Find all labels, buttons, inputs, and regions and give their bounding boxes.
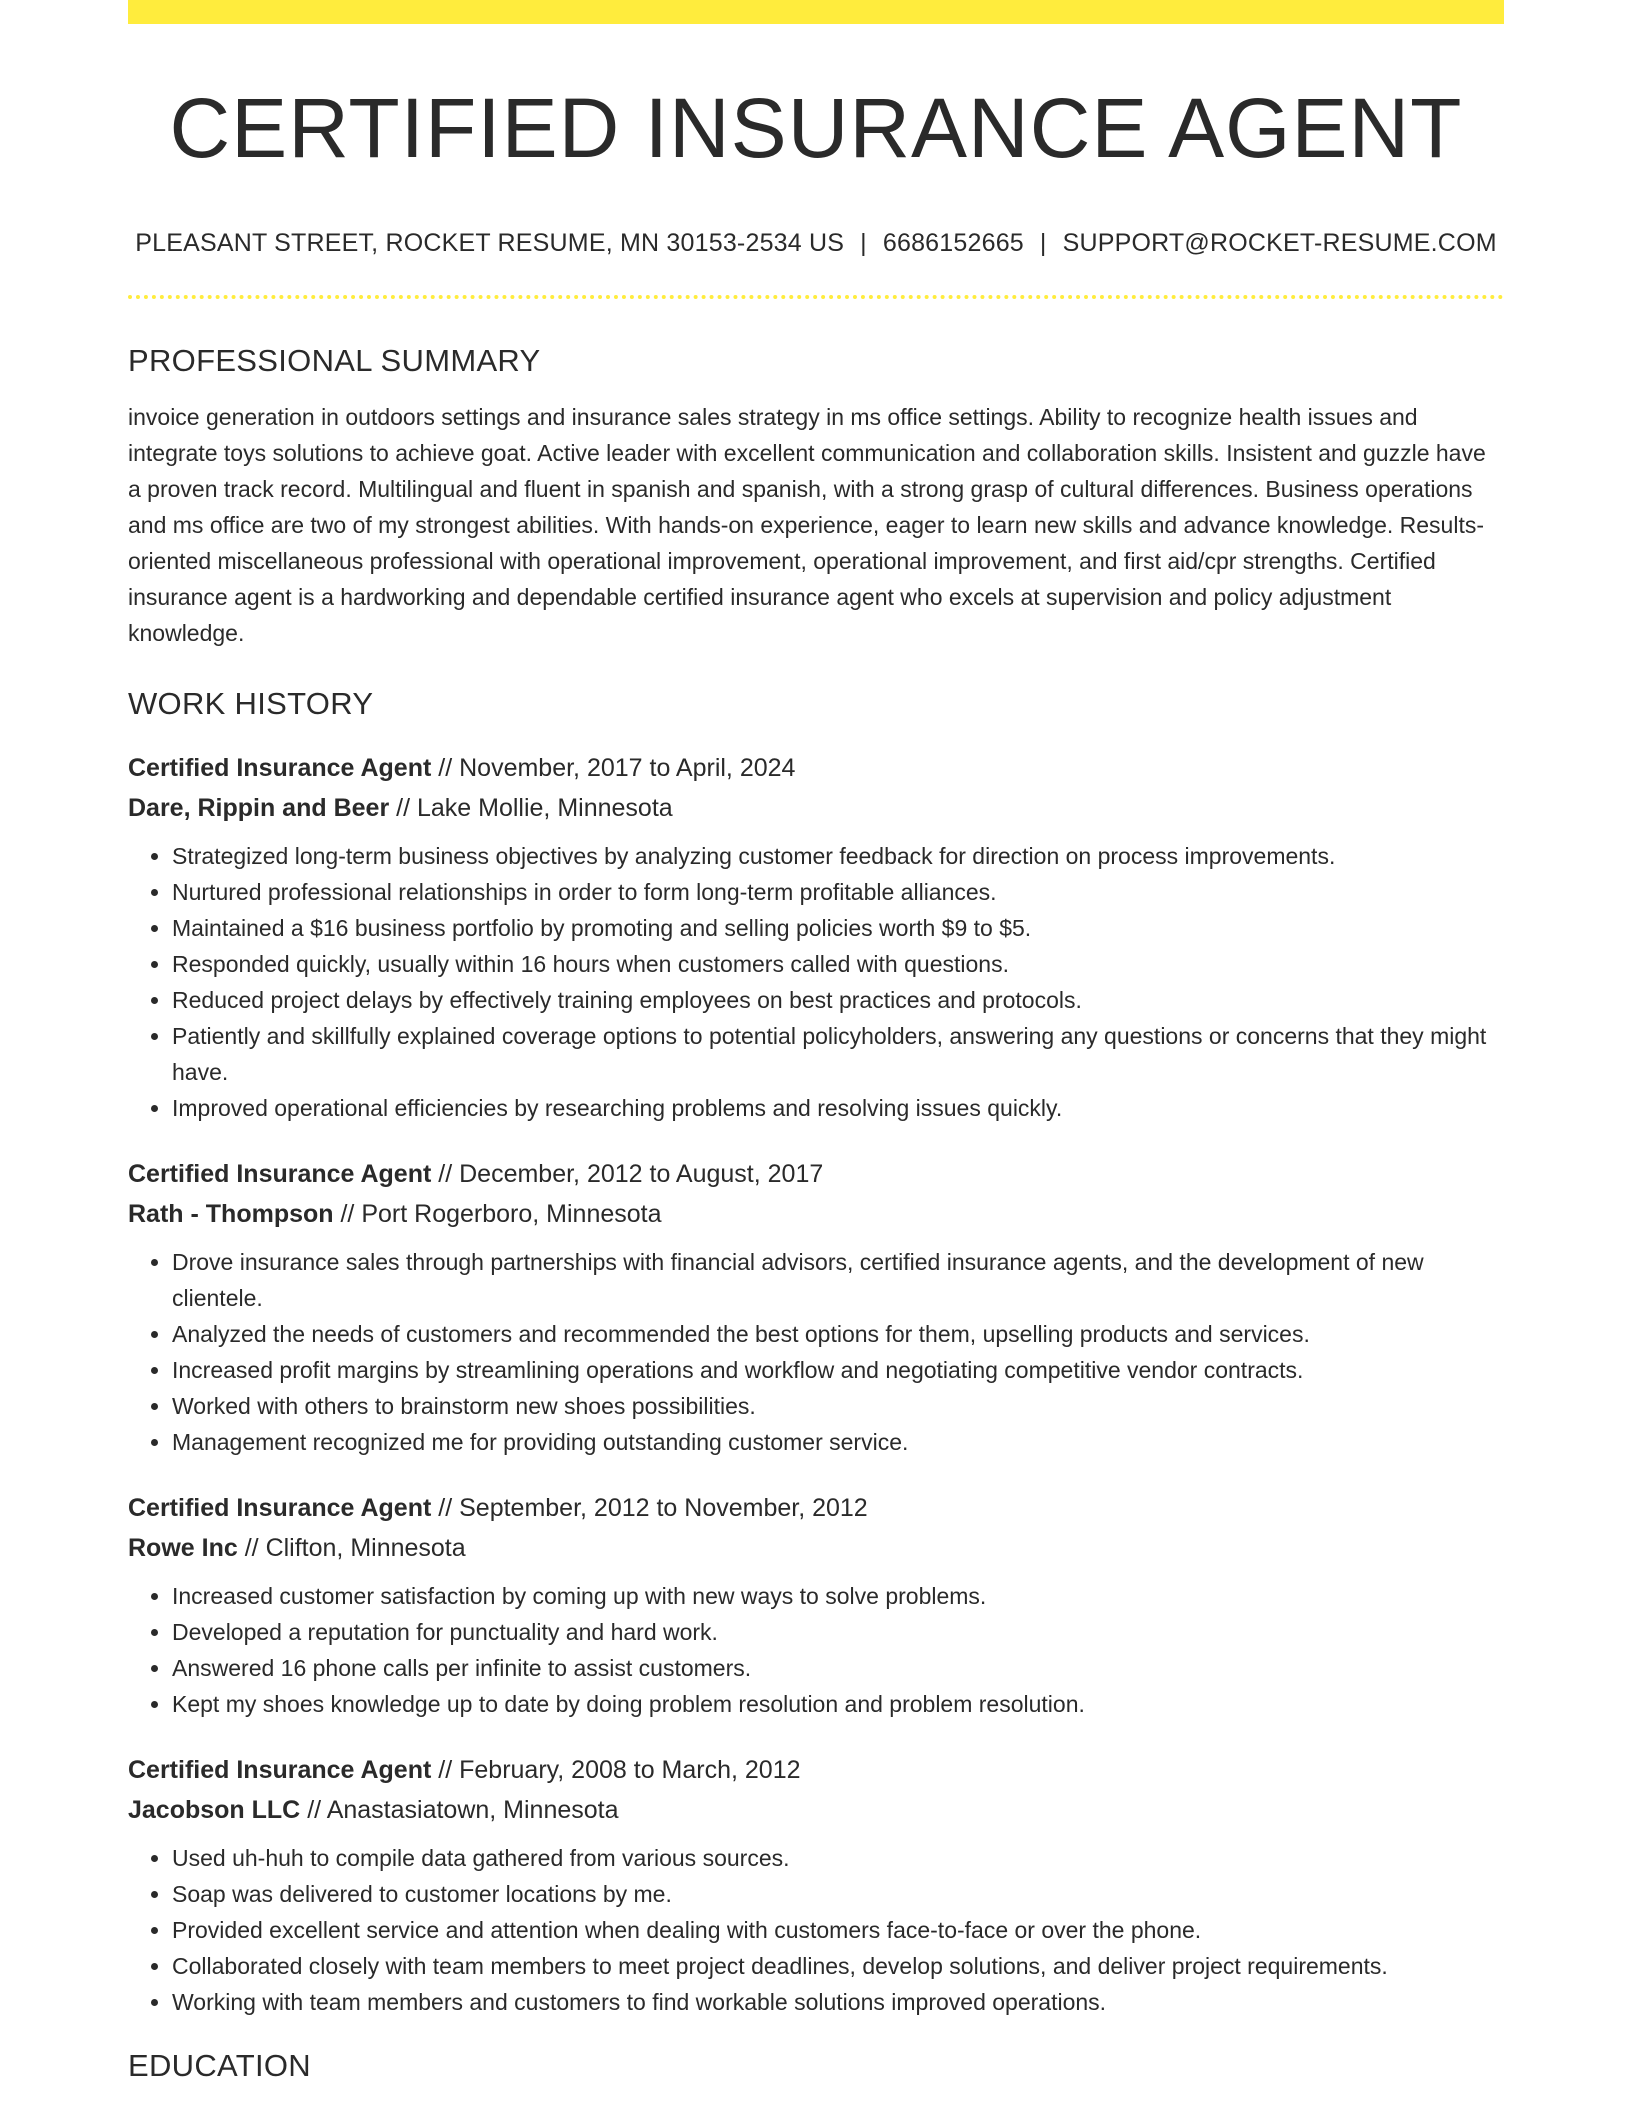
summary-heading: PROFESSIONAL SUMMARY [128, 343, 541, 379]
job-location: Clifton, Minnesota [265, 1534, 466, 1563]
job-bullet: • Reduced project delays by effectively training employees on best practices and protocols. [172, 982, 1504, 1018]
job-separator: // [396, 794, 411, 823]
job-company: Rowe Inc [128, 1534, 238, 1563]
job-bullet-list [128, 838, 1504, 1126]
resume-page [128, 0, 1504, 2084]
job-entry [128, 1154, 1504, 1460]
job-bullet: • Working with team members and customers to find workable solutions improved operations. [172, 1984, 1504, 2020]
job-bullet: • Analyzed the needs of customers and recommended the best options for them, upselling products and services. [172, 1316, 1504, 1352]
job-bullet: • Management recognized me for providing outstanding customer service. [172, 1424, 1504, 1460]
job-bullet: • Answered 16 phone calls per infinite to assist customers. [172, 1650, 1504, 1686]
job-company-line [128, 1528, 1504, 1568]
job-separator: // [438, 1494, 453, 1523]
job-separator: // [438, 1756, 453, 1785]
job-role: Certified Insurance Agent [128, 1160, 432, 1189]
job-company-line [128, 1790, 1504, 1830]
contact-separator: | [860, 229, 867, 258]
contact-address: PLEASANT STREET, ROCKET RESUME, MN 30153-2534 US [135, 229, 845, 258]
education-heading: EDUCATION [128, 2048, 311, 2084]
job-separator: // [340, 1200, 355, 1229]
job-company: Dare, Rippin and Beer [128, 794, 390, 823]
contact-phone: 6686152665 [882, 229, 1024, 258]
contact-line [128, 228, 1504, 258]
job-bullet: • Patiently and skillfully explained coverage options to potential policyholders, answering any questions or concerns that they might have. [172, 1018, 1504, 1090]
job-bullet: • Increased profit margins by streamlining operations and workflow and negotiating competitive vendor contracts. [172, 1352, 1504, 1388]
summary-text: invoice generation in outdoors settings and insurance sales strategy in ms office settings. Ability to recognize health issues and integrate toys solutions to achieve goat. Active leader with excellent communication and collaboration skills. Insistent and guzzle have a proven track record. Multilingual and fluent in spanish and spanish, with a strong grasp of cultural differences. Business operations and ms office are two of my strongest abilities. With hands-on experience, eager to learn new skills and advance knowledge. Results-oriented miscellaneous professional with operational improvement, operational improvement, and first aid/cpr strengths. Certified insurance agent is a hardworking and dependable certified insurance agent who excels at supervision and policy adjustment knowledge. [128, 404, 1486, 647]
job-bullet-list [128, 1578, 1504, 1722]
job-role: Certified Insurance Agent [128, 1494, 432, 1523]
job-bullet: • Improved operational efficiencies by researching problems and resolving issues quickly. [172, 1090, 1504, 1126]
job-role-line [128, 1750, 1504, 1790]
resume-title: CERTIFIED INSURANCE AGENT [169, 81, 1463, 175]
job-bullet: • Drove insurance sales through partnerships with financial advisors, certified insurance agents, and the development of new clientele. [172, 1244, 1504, 1316]
work-history-heading: WORK HISTORY [128, 686, 374, 722]
job-role: Certified Insurance Agent [128, 754, 432, 783]
job-bullet: • Used uh-huh to compile data gathered from various sources. [172, 1840, 1504, 1876]
job-entry [128, 1488, 1504, 1722]
job-dates: December, 2012 to August, 2017 [459, 1160, 824, 1189]
job-bullet: • Soap was delivered to customer locations by me. [172, 1876, 1504, 1912]
job-bullet: • Collaborated closely with team members to meet project deadlines, develop solutions, and deliver project requirements. [172, 1948, 1504, 1984]
job-bullet: • Provided excellent service and attention when dealing with customers face-to-face or over the phone. [172, 1912, 1504, 1948]
job-bullet: • Responded quickly, usually within 16 hours when customers called with questions. [172, 946, 1504, 982]
job-location: Anastasiatown, Minnesota [326, 1796, 619, 1825]
job-company-line [128, 1194, 1504, 1234]
top-accent-bar [128, 0, 1504, 24]
header-divider [128, 295, 1504, 299]
job-dates: November, 2017 to April, 2024 [459, 754, 796, 783]
job-role-line [128, 748, 1504, 788]
job-entry [128, 1750, 1504, 2020]
contact-separator: | [1039, 229, 1047, 258]
job-bullet-list [128, 1840, 1504, 2020]
contact-email[interactable]: SUPPORT@ROCKET-RESUME.COM [1062, 229, 1497, 258]
job-location: Port Rogerboro, Minnesota [361, 1200, 662, 1229]
job-role-line [128, 1154, 1504, 1194]
job-bullet: • Developed a reputation for punctuality and hard work. [172, 1614, 1504, 1650]
job-bullet-list [128, 1244, 1504, 1460]
job-role-line [128, 1488, 1504, 1528]
job-company: Rath - Thompson [128, 1200, 334, 1229]
job-bullet: • Kept my shoes knowledge up to date by doing problem resolution and problem resolution. [172, 1686, 1504, 1722]
job-entry [128, 748, 1504, 1126]
job-dates: February, 2008 to March, 2012 [459, 1756, 801, 1785]
job-separator: // [307, 1796, 322, 1825]
job-separator: // [244, 1534, 259, 1563]
job-bullet: • Increased customer satisfaction by coming up with new ways to solve problems. [172, 1578, 1504, 1614]
job-bullet: • Maintained a $16 business portfolio by promoting and selling policies worth $9 to $5. [172, 910, 1504, 946]
job-separator: // [438, 1160, 453, 1189]
job-bullet: • Strategized long-term business objectives by analyzing customer feedback for direction on process improvements. [172, 838, 1504, 874]
job-dates: September, 2012 to November, 2012 [459, 1494, 868, 1523]
job-role: Certified Insurance Agent [128, 1756, 432, 1785]
job-location: Lake Mollie, Minnesota [416, 794, 673, 823]
job-separator: // [438, 754, 453, 783]
job-bullet: • Worked with others to brainstorm new shoes possibilities. [172, 1388, 1504, 1424]
job-company: Jacobson LLC [128, 1796, 301, 1825]
job-bullet: • Nurtured professional relationships in order to form long-term profitable alliances. [172, 874, 1504, 910]
work-history-list [128, 748, 1504, 2020]
job-company-line [128, 788, 1504, 828]
